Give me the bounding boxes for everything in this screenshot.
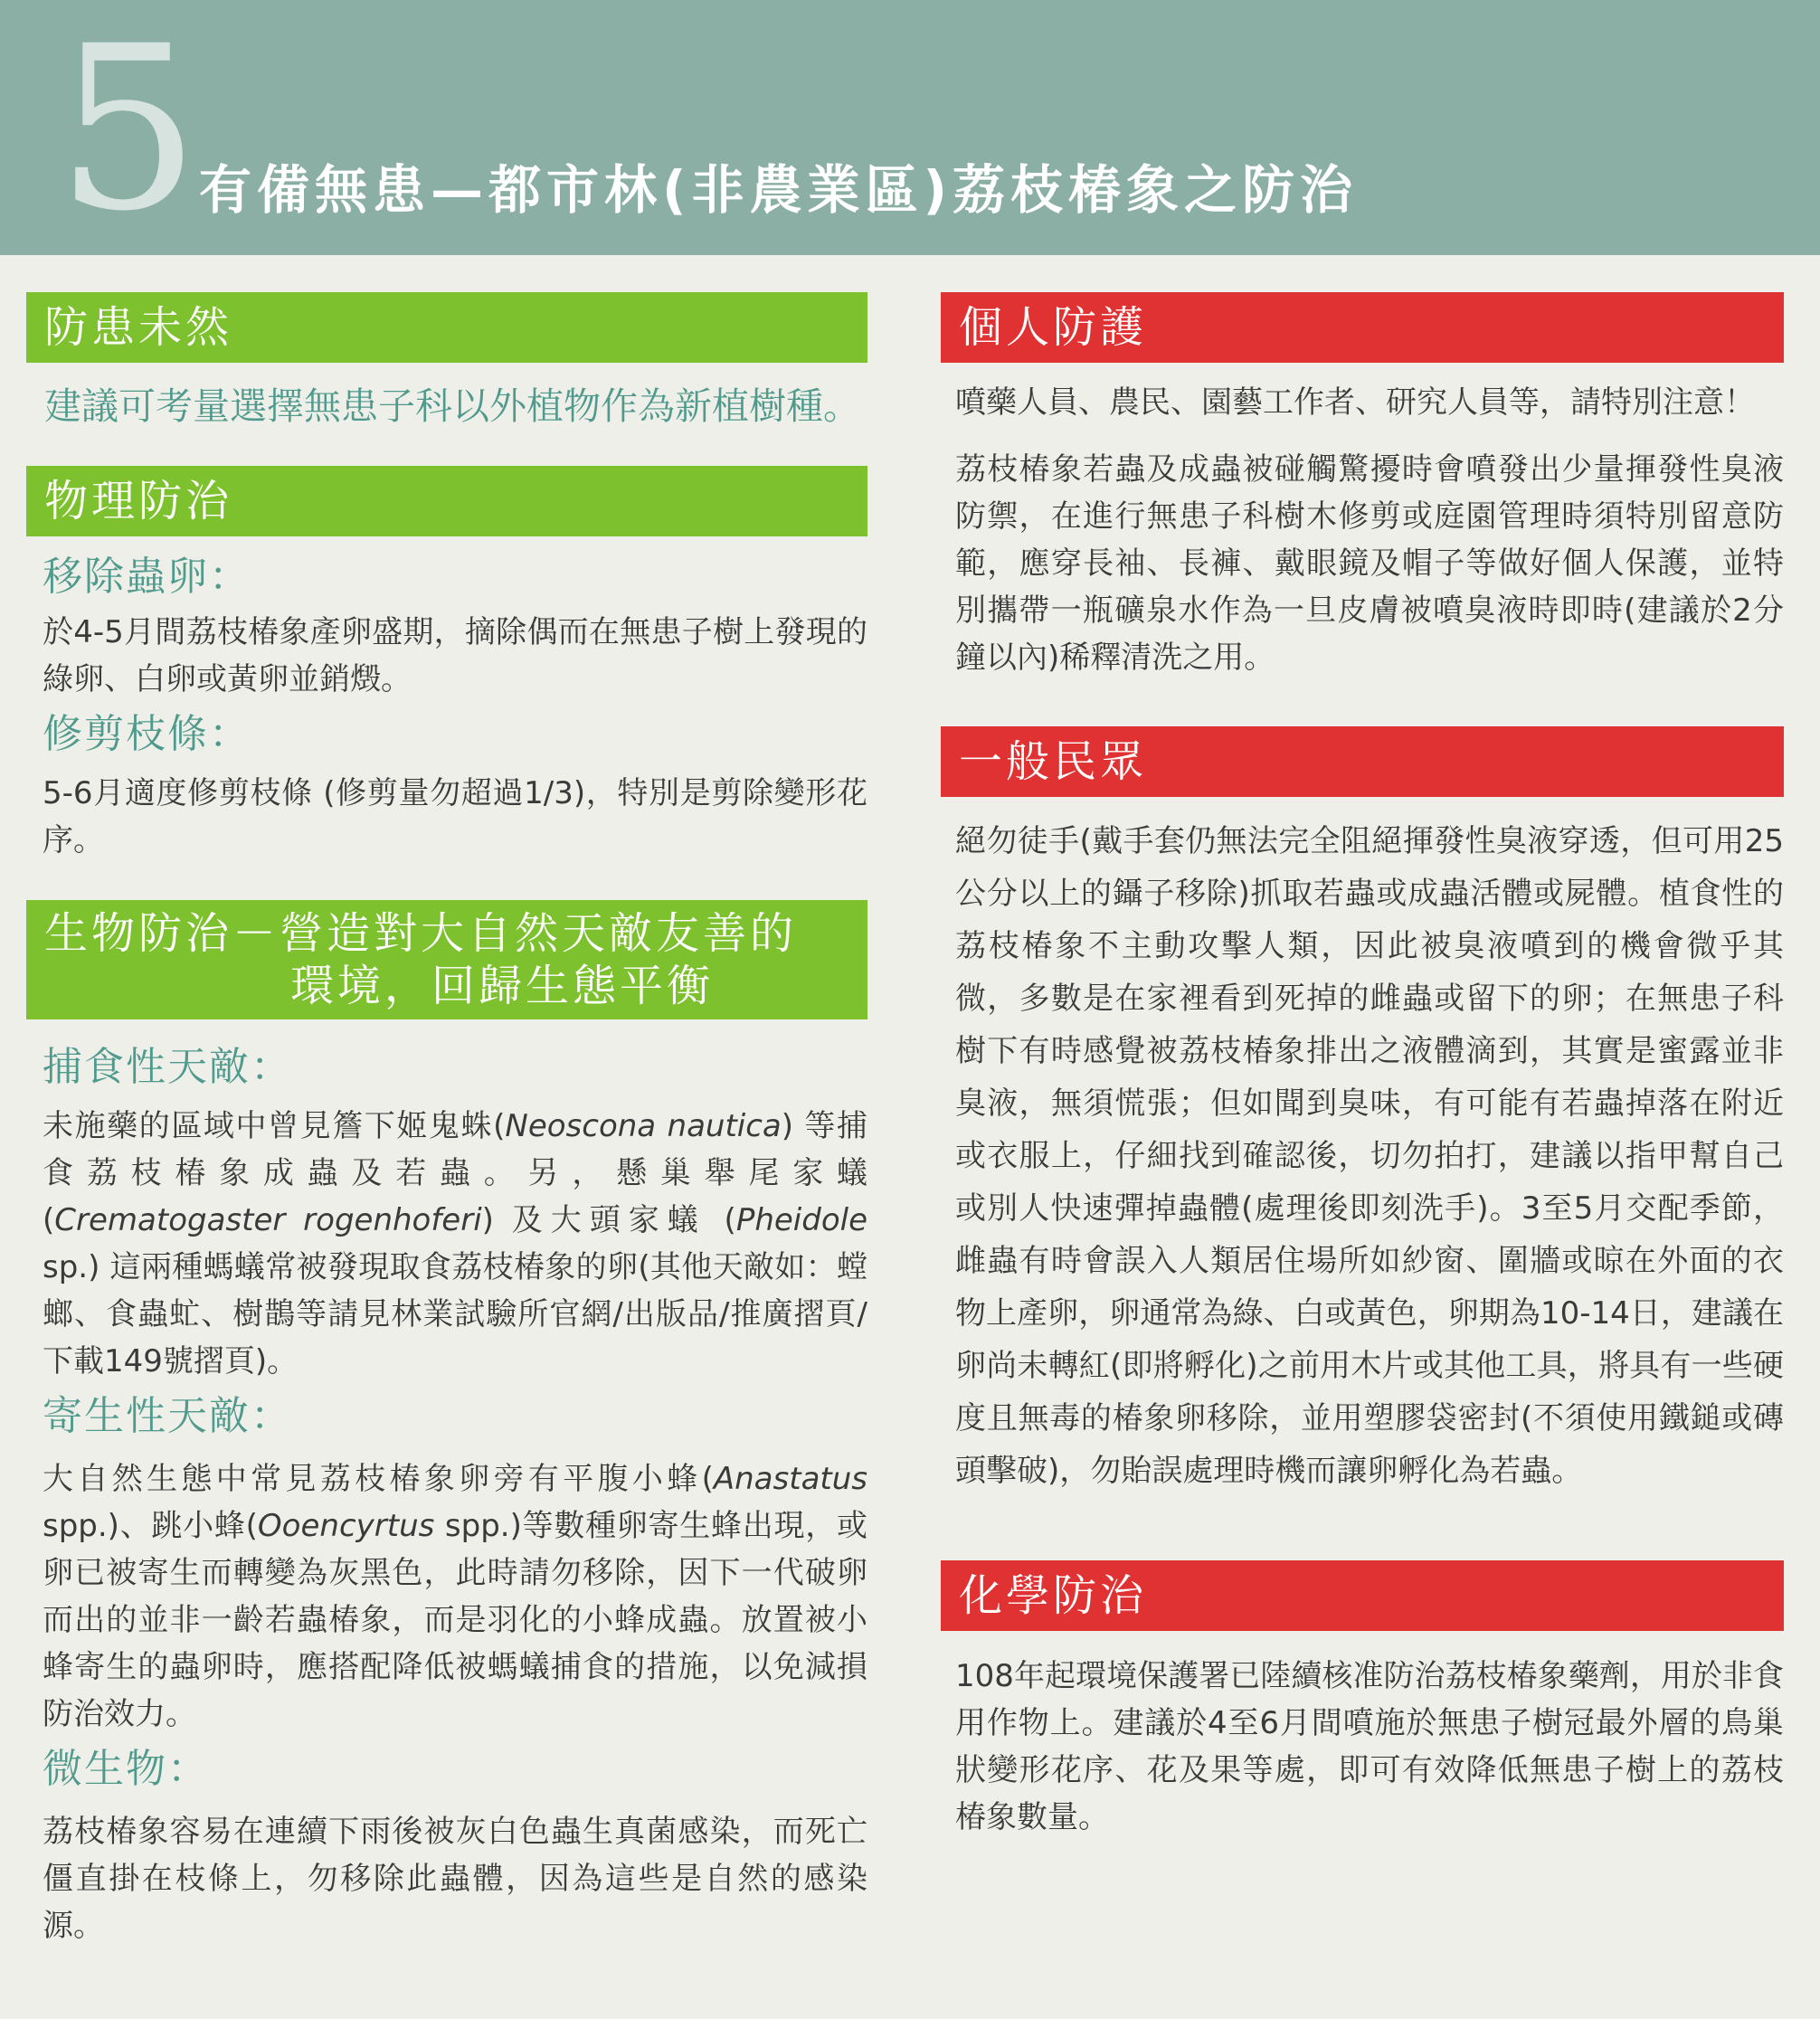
subheading-microorganisms: 微生物： xyxy=(43,1746,209,1792)
section-heading-biological-control xyxy=(26,900,867,1019)
parasitoids-text-part: spp.)、跳小蜂( xyxy=(43,1508,258,1544)
section-heading-prevention: 防患未然 xyxy=(26,292,867,363)
species-name: Pheidole xyxy=(735,1202,867,1238)
section-heading-general-public: 一般民眾 xyxy=(941,726,1784,797)
species-name: Anastatus xyxy=(713,1461,867,1497)
predators-text-part: ) 及大頭家蟻 ( xyxy=(481,1202,736,1238)
species-name: Crematogaster rogenhoferi xyxy=(54,1202,482,1238)
species-name: Neoscona nautica xyxy=(505,1108,782,1144)
microorganisms-text: 荔枝椿象容易在連續下雨後被灰白色蟲生真菌感染，而死亡僵直掛在枝條上，勿移除此蟲體，因為這些是自然的感染源。 xyxy=(43,1814,867,1944)
biological-heading-line2: 環境，回歸生態平衡 xyxy=(290,961,715,1011)
section-heading-personal-protection: 個人防護 xyxy=(941,292,1784,363)
species-name: Ooencyrtus xyxy=(257,1508,435,1544)
section-heading-physical-control: 物理防治 xyxy=(26,466,867,536)
subheading-parasitoids: 寄生性天敵： xyxy=(43,1393,292,1439)
section-heading-chemical-control: 化學防治 xyxy=(941,1560,1784,1631)
pruning-text: 5-6月適度修剪枝條 (修剪量勿超過1/3)，特別是剪除變形花序。 xyxy=(43,775,867,858)
left-column xyxy=(26,292,867,1949)
parasitoids-text xyxy=(43,1455,867,1738)
right-column xyxy=(941,292,1784,1841)
chemical-control-text: 108年起環境保護署已陸續核准防治荔枝椿象藥劑，用於非食用作物上。建議於4至6月間噴施於無患子樹冠最外層的鳥巢狀變形花序、花及果等處，即可有效降低無患子樹上的荔枝椿象數量。 xyxy=(955,1658,1784,1835)
remove-eggs-text: 於4-5月間荔枝椿象產卵盛期，摘除偶而在無患子樹上發現的綠卵、白卵或黃卵並銷燬。 xyxy=(43,614,867,697)
personal-protection-notice: 噴藥人員、農民、園藝工作者、研究人員等，請特別注意！ xyxy=(955,384,1755,421)
chapter-number: 5 xyxy=(56,0,201,261)
predators-text-part: 未施藥的區域中曾見簷下姬鬼蛛( xyxy=(43,1108,506,1144)
subheading-pruning: 修剪枝條： xyxy=(43,711,251,757)
subheading-remove-eggs: 移除蟲卵： xyxy=(43,554,251,600)
parasitoids-text-part: 大自然生態中常見荔枝椿象卵旁有平腹小蜂( xyxy=(43,1461,714,1497)
page-title: 有備無患—都市林(非農業區)荔枝椿象之防治 xyxy=(199,159,1359,221)
parasitoids-text-part: spp.)等數種卵寄生蜂出現，或卵已被寄生而轉變為灰黑色，此時請勿移除，因下一代破卵而出的並非一齡若蟲椿象，而是羽化的小蜂成蟲。放置被小蜂寄生的蟲卵時，應搭配降低被螞蟻捕食的措施，以免減損防治效力。 xyxy=(43,1508,867,1732)
predators-text-part: sp.) 這兩種螞蟻常被發現取食荔枝椿象的卵(其他天敵如：螳螂、食蟲虻、樹鵲等請見林業試驗所官網/出版品/推廣摺頁/下載149號摺頁)。 xyxy=(43,1249,867,1379)
personal-protection-text: 荔枝椿象若蟲及成蟲被碰觸驚擾時會噴發出少量揮發性臭液防禦，在進行無患子科樹木修剪或庭園管理時須特別留意防範，應穿長袖、長褲、戴眼鏡及帽子等做好個人保護，並特別攜帶一瓶礦泉水作為一旦皮膚被噴臭液時即時(建議於2分鐘以內)稀釋清洗之用。 xyxy=(955,451,1784,676)
predators-text-part: ) 等捕食荔枝椿象成蟲及若蟲。另，懸巢舉尾家蟻( xyxy=(43,1108,867,1238)
header-banner xyxy=(0,0,1820,261)
prevention-text: 建議可考量選擇無患子科以外植物作為新植樹種。 xyxy=(44,384,860,428)
subheading-predators: 捕食性天敵： xyxy=(43,1044,292,1090)
biological-heading-line1: 生物防治－營造對大自然天敵友善的 xyxy=(44,908,798,959)
predators-text xyxy=(43,1103,867,1385)
general-public-text: 絕勿徒手(戴手套仍無法完全阻絕揮發性臭液穿透，但可用25公分以上的鑷子移除)抓取若蟲或成蟲活體或屍體。植食性的荔枝椿象不主動攻擊人類，因此被臭液噴到的機會微乎其微，多數是在家裡看到死掉的雌蟲或留下的卵；在無患子科樹下有時感覺被荔枝椿象排出之液體滴到，其實是蜜露並非臭液，無須慌張；但如聞到臭味，有可能有若蟲掉落在附近或衣服上，仔細找到確認後，切勿拍打，建議以指甲幫自己或別人快速彈掉蟲體(處理後即刻洗手)。3至5月交配季節，雌蟲有時會誤入人類居住場所如紗窗、圍牆或晾在外面的衣物上產卵，卵通常為綠、白或黃色，卵期為10-14日，建議在卵尚未轉紅(即將孵化)之前用木片或其他工具，將具有一些硬度且無毒的椿象卵移除，並用塑膠袋密封(不須使用鐵鎚或磚頭擊破)，勿貽誤處理時機而讓卵孵化為若蟲。 xyxy=(955,823,1784,1489)
